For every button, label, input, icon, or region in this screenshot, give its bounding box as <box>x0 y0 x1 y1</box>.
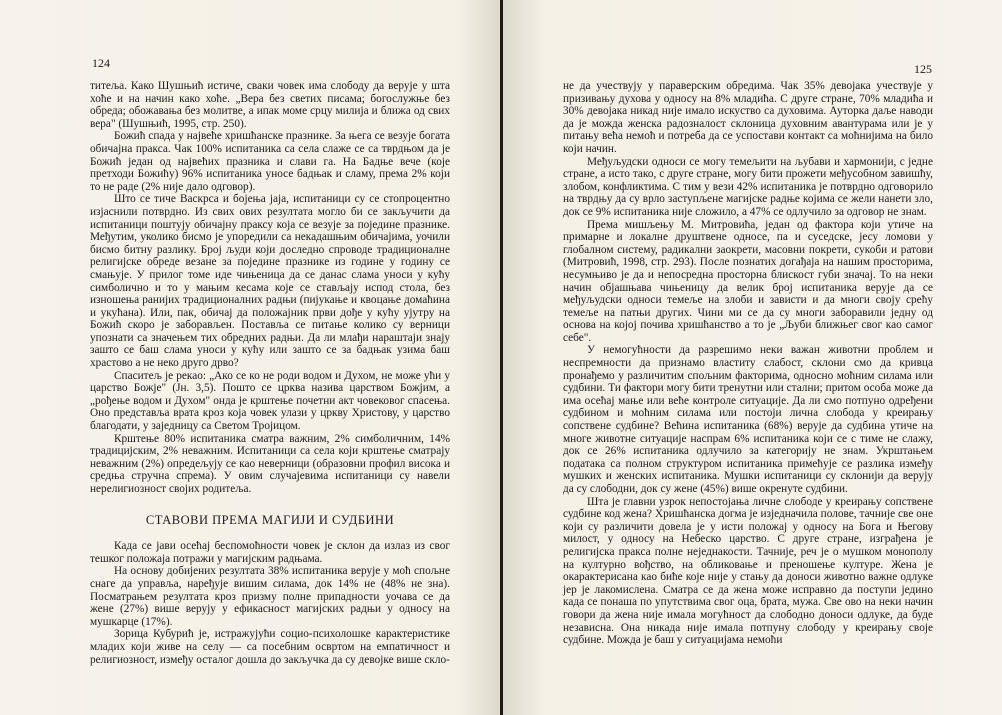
paragraph: Што се тиче Васкрса и бојења јаја, испитаници су се стопроцентно изјаснили потврдно. Из свих ових резултата могло би се закључити да испитаници поштују обичајну праксу која се везује за појединe празнике. Међутим, уколико бисмо је упоредили са некадашњим обичајима, уочили бисмо битну разлику. Број људи који доследно спроводе традиционалне религијске обреде везане за поједине празнике из године у годину се смањује. У прилог томе иде чињеница да се данас слама уноси у кућу симболично и то у мањим кесама које се стављају испод стола, без изношења ранијих традиционалних радњи (пијукање и квоцање домаћина и укућана). Или, пак, обичај да положајник први дође у кућу ујутру на Божић скоро је заборављен. Поставља се питање колико су верници упознати са значењем тих обредних радњи. Да ли млађи нараштаји знају зашто се баш слама уноси у кућу или зашто се за бадњак узима баш храстово а не неко друго дрво? <box>90 193 450 370</box>
paragraph: У немогућности да разрешимо неки важан животни проблем и неспремности да признамо властиту слабост, склони смо да кривца пронађемо у различитим спољним факторима, односно моћним силама или судбини. Ти фактори могу бити тренутни или стални; притом особа може да има осећај мање или веће контроле ситуације. Да ли смо потпуно одређени судбином и моћним силама или постоји лична слобода у креирању сопствене судбине? Већина испитаника (68%) верује да судбина утиче на многе животне ситуације наспрам 6% испитаника који се с тиме не слажу, док се 26% испитаника одлучило за категорију не знам. Укрштањем података са полном структуром испитаника примећује се разлика између мушких и женских испитаника. Мушки испитаници су склонији да верују да су слободни, док су жене (45%) више окренуте судбини. <box>563 344 933 495</box>
left-page <box>0 0 500 715</box>
paragraph: Спаситељ је рекао: „Ако се ко не роди водом и Духом, не може ући у царство Божје" (Јн. 3,5). Пошто се црква назива царством Божјим, а „рођење водом и Духом" онда је крштење почетни акт човековог спасења. Оно представља врата кроз која човек улази у цркву Христову, у царство благодати, у заједницу са Светом Тројицом. <box>90 369 450 433</box>
left-page-body <box>90 80 450 666</box>
right-page-body <box>563 80 933 647</box>
paragraph: не да учествују у параверским обредима. Чак 35% девојака учествује у призивању духова у односу на 8% младића. С друге стране, 70% младића и 30% девојака никад није имало искуство са духовима. Ауторка даље наводи да је можда женска радозналост склоница духовним авантурама или је у питању већа немоћ и потреба да се успостави контакт са моћнијима на било који начин. <box>563 80 933 155</box>
page-number-right: 125 <box>914 62 932 76</box>
page-number-left: 124 <box>92 56 110 70</box>
right-page <box>503 0 1002 715</box>
paragraph: Шта је главни узрок непостојања личне слободе у креирању сопствене судбине код жена? Хришћанска догма је изједначила полове, тачније све оне који су различити довела је у исти положај у односу на Бога и Његову милост, у односу на Небеско царство. С друге стране, изграђена је религијска пракса полне неједнакости. Тачније, реч је о мушком монополу на културно вођство, на обликовање и преношење културе. Жена је окарактерисана као биће које није у стању да доноси животно важне одлуке јер је лакомислена. Сматра се да жена може исправно да поступи једино када се понаша по упутствима свог оца, брата, мужа. Све ово на неки начин говори да жена није имала могућност да слободно доноси одлуке, да буде независна. Она никада није имала потпуну слободу у креирању своје судбине. Можда је баш у ситуацијама немоћи <box>563 495 933 647</box>
paragraph: титеља. Како Шушњић истиче, сваки човек има слободу да верује у шта хоће и на начин како хоће. „Вера без светих писама; богослужње без обреда; обожавања без молитве, а ипак моме срцу милија и ближа од свих вера" (Шушњић, 1995, стр. 250). <box>90 80 450 130</box>
paragraph: Зорица Кубурић је, истражујући социо-психолошке карактеристике младих који живе на селу — са посебним освртом на емпатичност и религиозност, између осталог дошла до закључка да су девојке више скло- <box>90 628 450 666</box>
paragraph: Божић спада у највеће хришћанске празнике. За њега се везује богата обичајна пракса. Чак 100% испитаника са села слаже се са тврдњом да је Божић један од највећих празника и слави га. На Бадње вече (које претходи Божићу) 96% испитаника уносе бадњак и сламу, према 2% који то не раде (2% није дало одговор). <box>90 130 450 193</box>
paragraph: Крштење 80% испитаника сматра важним, 2% симболичним, 14% традицијским, 2% неважним. Испитаници са села који крштење сматрају неважним (2%) опредељују се као неверници (образовни профил висока и средња стручна спрема). У овим случајевима испитаници су навели нерелигиозност својих родитеља. <box>90 432 450 495</box>
paragraph: Међуљудски односи се могу темељити на љубави и хармонији, с једне стране, а исто тако, с друге стране, могу бити прожети међусобном завишћу, злобом, конфликтима. С тим у вези 42% испитаника је потврдно одговорило на тврдњу да су врло заступљене магијске радње којима се жели нанети зло, док се 9% испитаника није сложило, а 47% се одлучило за одговор не знам. <box>563 155 933 218</box>
paragraph: Према мишљењу М. Митровића, један од фактора који утиче на примарне и локалне друштвене односе, па и суседске, јесу ломови у глобалном систему, радикални заокрети, масовни покрети, сукоби и ратови (Митровић, 1998, стр. 293). После познатих догађаја на нашим просторима, несумњиво је да и непосредна просторна блискост губи значај. То на неки начин објашњава чињеницу да велик број испитаника верује да се међуљудски односи темеље на злоби и зависти и да многи своју срећу темеље на патњи других. Чини ми се да су многи заборавили једну од основа на којој почива хришћанство а то је „Љуби ближњег свог као самог себе". <box>563 218 933 344</box>
paragraph: Када се јави осећај беспомоћности човек је склон да излаз из свог тешког положаја потражи у магијским радњама. <box>90 540 450 565</box>
paragraph: На основу добијених резултата 38% испитаника верује у моћ спољне снаге да управља, наређује вишим силама, док 14% не (48% не зна). Посматрањем резултата кроз призму полне припадности уочава се да жене (27%) више верују у ефикасност магијских радњи у односу на мушкарце (17%). <box>90 565 450 628</box>
section-heading: СТАВОВИ ПРЕМА МАГИЈИ И СУДБИНИ <box>145 512 395 527</box>
